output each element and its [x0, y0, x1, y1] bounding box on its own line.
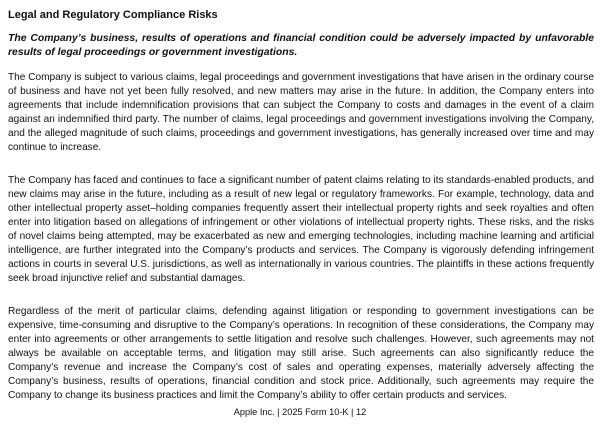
body-paragraph-1: The Company is subject to various claims, legal proceedings and government investigations that have arisen in the ordinary course of business and have not yet been fully resolved, and new matters may arise in the future. In addition, the Company enters into agreements that include indemnification provisions that can subject the Company to costs and damages in the event of a claim against an indemnified third party. The number of claims, legal proceedings and government investigations involving the Company, and the alleged magnitude of such claims, proceedings and government investigations, has generally increased over time and may continue to increase.	[8, 72, 594, 153]
document-page	[8, 8, 594, 422]
page-footer: Apple Inc. | 2025 Form 10-K | 12	[233, 407, 367, 417]
body-paragraph-2: The Company has faced and continues to face a significant number of patent claims relating to its standards-enabled products, and new claims may arise in the future, including as a result of new legal or regulatory frameworks. For example, technology, data and other intellectual property asset–holding companies frequently assert their intellectual property rights and seek royalties and often enter into litigation based on allegations of infringement or other violations of intellectual property rights. These risks, and the risks of novel claims being attempted, may be exacerbated as new and emerging technologies, including machine learning and artificial intelligence, are further integrated into the Company’s products and services. The Company is vigorously defending infringement actions in courts in several U.S. jurisdictions, as well as internationally in various countries. The plaintiffs in these actions frequently seek broad injunctive relief and substantial damages.	[8, 175, 594, 284]
risk-factor-summary: The Company’s business, results of operations and financial condition could be adversely impacted by unfavorable results of legal proceedings or government investigations.	[8, 33, 594, 58]
body-paragraph-3: Regardless of the merit of particular claims, defending against litigation or responding to government investigations can be expensive, time-consuming and disruptive to the Company’s operations. In recognition of these considerations, the Company may enter into agreements or other arrangements to settle litigation and resolve such challenges. However, such agreements may not always be available on acceptable terms, and litigation may still arise. Such agreements can also significantly reduce the Company’s revenue and increase the Company’s cost of sales and operating expenses, materially adversely affecting the Company’s business, results of operations, financial condition and stock price. Additionally, such agreements may require the Company to change its business practices and limit the Company’s ability to offer certain products and services.	[8, 306, 594, 401]
section-heading: Legal and Regulatory Compliance Risks	[8, 9, 218, 21]
